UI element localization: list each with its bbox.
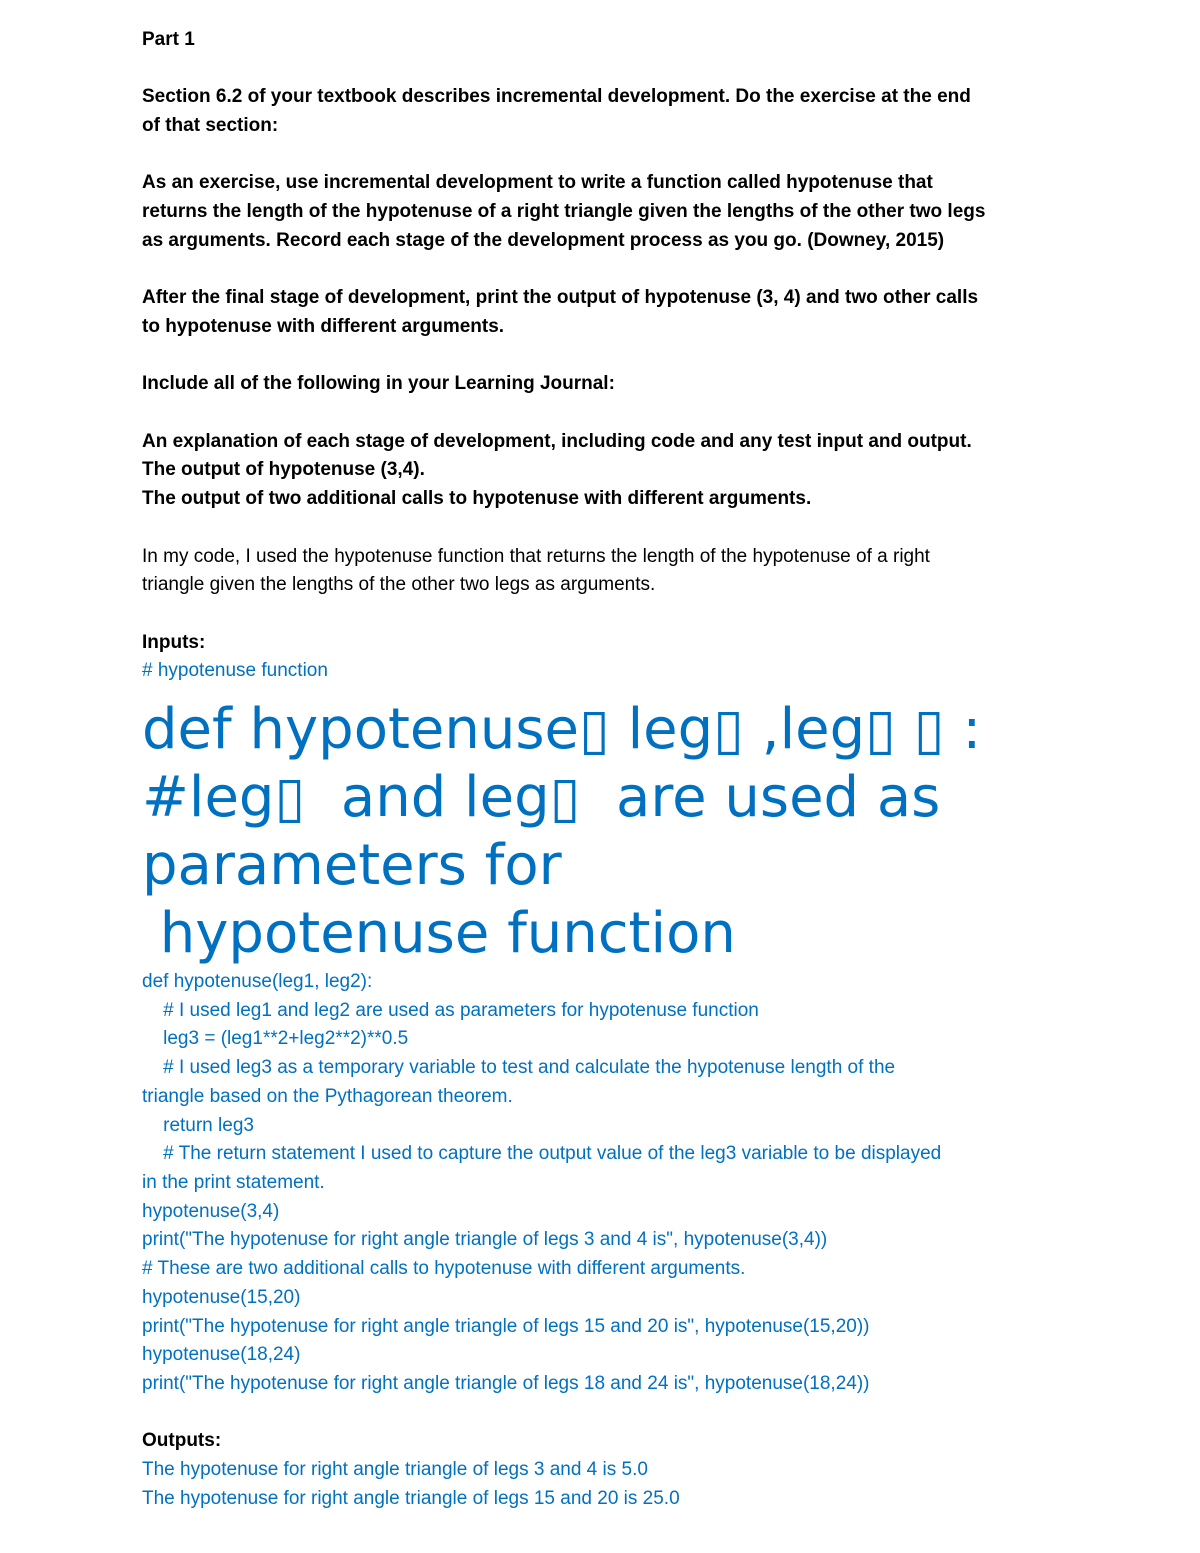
spacer bbox=[142, 342, 1142, 371]
code-line: in the print statement. bbox=[142, 1171, 325, 1193]
exercise-paragraph bbox=[142, 169, 1142, 255]
exercise-line: As an exercise, use incremental development to write a function called hypotenuse that bbox=[142, 172, 933, 194]
code-line: # I used leg3 as a temporary variable to test and calculate the hypotenuse length of the bbox=[142, 1057, 896, 1079]
explanation-line: triangle given the lengths of the other two legs as arguments. bbox=[142, 574, 656, 596]
large-code-line: #leg▯ and leg▯ are used as bbox=[142, 765, 941, 831]
document-page bbox=[142, 26, 1142, 1513]
code-line: hypotenuse(3,4) bbox=[142, 1200, 280, 1222]
exercise-line: as arguments. Record each stage of the development process as you go. (Downey, 2015) bbox=[142, 229, 945, 251]
spacer bbox=[142, 256, 1142, 285]
requirement-item: The output of two additional calls to hypotenuse with different arguments. bbox=[142, 488, 812, 510]
code-line: # The return statement I used to capture the output value of the leg3 variable to be displayed bbox=[142, 1143, 942, 1165]
exercise-line: returns the length of the hypotenuse of a right triangle given the lengths of the other two legs bbox=[142, 201, 986, 223]
spacer bbox=[142, 600, 1142, 629]
code-line: # These are two additional calls to hypotenuse with different arguments. bbox=[142, 1258, 746, 1280]
code-line: print("The hypotenuse for right angle triangle of legs 3 and 4 is", hypotenuse(3,4)) bbox=[142, 1229, 828, 1251]
spacer bbox=[142, 514, 1142, 543]
spacer bbox=[142, 1399, 1142, 1428]
after-final-line: to hypotenuse with different arguments. bbox=[142, 315, 505, 337]
intro-line: Section 6.2 of your textbook describes incremental development. Do the exercise at the end bbox=[142, 86, 971, 108]
explanation-line: In my code, I used the hypotenuse function that returns the length of the hypotenuse of a right bbox=[142, 545, 930, 567]
large-code-block bbox=[142, 696, 1142, 968]
spacer bbox=[142, 399, 1142, 428]
requirement-item: The output of hypotenuse (3,4). bbox=[142, 459, 425, 481]
large-code-line: def hypotenuse▯ leg▯ ,leg▯ ▯ : bbox=[142, 697, 982, 763]
include-line: Include all of the following in your Learning Journal: bbox=[142, 373, 615, 395]
code-line: leg3 = (leg1**2+leg2**2)**0.5 bbox=[142, 1028, 409, 1050]
spacer bbox=[142, 55, 1142, 84]
code-line: hypotenuse(18,24) bbox=[142, 1344, 301, 1366]
outputs-block bbox=[142, 1456, 1142, 1513]
spacer bbox=[142, 141, 1142, 170]
code-line: def hypotenuse(leg1, leg2): bbox=[142, 971, 373, 993]
part-heading: Part 1 bbox=[142, 29, 195, 50]
inputs-label: Inputs: bbox=[142, 631, 206, 653]
intro-line: of that section: bbox=[142, 115, 279, 137]
large-code-line: hypotenuse function bbox=[142, 901, 736, 967]
code-block bbox=[142, 968, 1142, 1399]
after-final-line: After the final stage of development, print the output of hypotenuse (3, 4) and two other calls bbox=[142, 287, 979, 309]
output-line: The hypotenuse for right angle triangle of legs 15 and 20 is 25.0 bbox=[142, 1487, 680, 1509]
code-line: print("The hypotenuse for right angle triangle of legs 18 and 24 is", hypotenuse(18,24)) bbox=[142, 1372, 870, 1394]
code-comment: # hypotenuse function bbox=[142, 660, 328, 682]
intro-paragraph bbox=[142, 83, 1142, 140]
code-line: # I used leg1 and leg2 are used as parameters for hypotenuse function bbox=[142, 999, 759, 1021]
explanation-paragraph bbox=[142, 543, 1142, 600]
after-final-paragraph bbox=[142, 284, 1142, 341]
large-code-line: parameters for bbox=[142, 833, 562, 899]
requirements-list bbox=[142, 428, 1142, 514]
code-line: return leg3 bbox=[142, 1114, 254, 1136]
code-line: hypotenuse(15,20) bbox=[142, 1286, 301, 1308]
code-line: triangle based on the Pythagorean theorem. bbox=[142, 1085, 513, 1107]
requirement-item: An explanation of each stage of development, including code and any test input and output. bbox=[142, 430, 972, 452]
code-line: print("The hypotenuse for right angle triangle of legs 15 and 20 is", hypotenuse(15,20)) bbox=[142, 1315, 870, 1337]
outputs-label: Outputs: bbox=[142, 1430, 222, 1452]
output-line: The hypotenuse for right angle triangle of legs 3 and 4 is 5.0 bbox=[142, 1459, 648, 1480]
